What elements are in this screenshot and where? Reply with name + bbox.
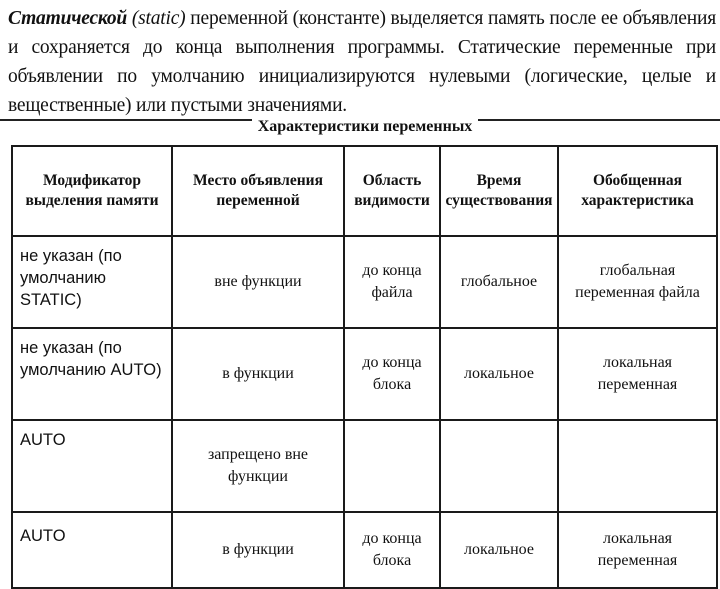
cell-scope: до конца файла <box>344 236 440 328</box>
cell-scope: до конца блока <box>344 512 440 588</box>
cell-modifier: не указан (по умолчанию AUTO) <box>12 328 172 420</box>
paragraph-body: переменной (константе) выделяется память после ее объявления и сохраняется до конца выполнения программы. Статические переменные при объявлении по умолчанию инициализируются нулевыми (логические, целые и вещественные) или пустыми значениями. <box>8 8 716 116</box>
table-row <box>12 512 717 588</box>
table-row <box>12 420 717 512</box>
intro-paragraph <box>8 4 716 120</box>
cell-lifetime: локальное <box>440 328 558 420</box>
cell-declaration-place: запрещено вне функции <box>172 420 344 512</box>
cell-declaration-place: в функции <box>172 512 344 588</box>
term-static-english: (static) <box>131 8 186 29</box>
cell-summary <box>558 420 717 512</box>
table-row <box>12 236 717 328</box>
cell-summary: локальная переменная <box>558 328 717 420</box>
table-header-row <box>12 146 717 236</box>
table-caption: Характеристики переменных <box>252 118 479 135</box>
cell-summary: глобальная переменная файла <box>558 236 717 328</box>
cell-declaration-place: вне функции <box>172 236 344 328</box>
header-declaration-place: Место объявления переменной <box>172 146 344 236</box>
variables-table <box>11 145 718 589</box>
cell-modifier: не указан (по умолчанию STATIC) <box>12 236 172 328</box>
cell-scope <box>344 420 440 512</box>
cell-lifetime: глобальное <box>440 236 558 328</box>
header-modifier: Модификатор выделения памяти <box>12 146 172 236</box>
cell-modifier: AUTO <box>12 512 172 588</box>
cell-lifetime <box>440 420 558 512</box>
header-summary: Обобщенная характеристика <box>558 146 717 236</box>
term-static: Статической <box>8 8 128 29</box>
cell-declaration-place: в функции <box>172 328 344 420</box>
cell-scope: до конца блока <box>344 328 440 420</box>
cell-modifier: AUTO <box>12 420 172 512</box>
cell-summary: локальная переменная <box>558 512 717 588</box>
cell-lifetime: локальное <box>440 512 558 588</box>
table-caption-container <box>0 117 720 137</box>
header-lifetime: Время существования <box>440 146 558 236</box>
header-scope: Область видимости <box>344 146 440 236</box>
table-row <box>12 328 717 420</box>
